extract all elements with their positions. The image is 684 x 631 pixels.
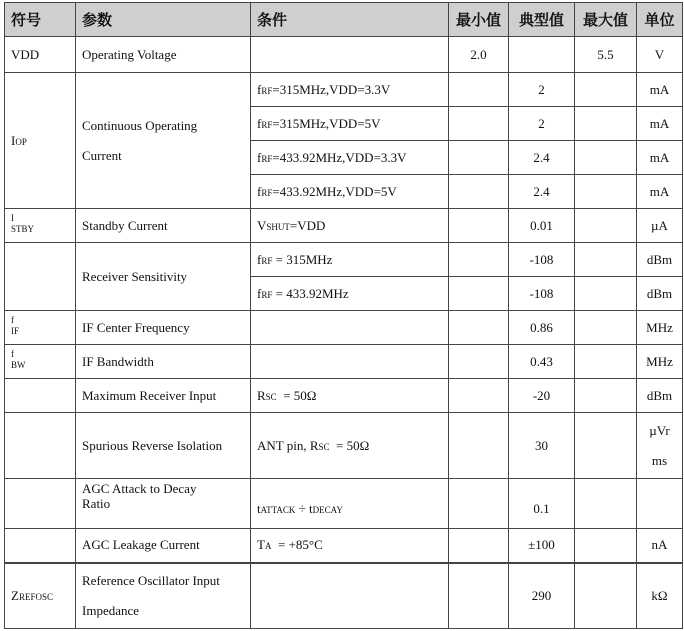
cond-text: = 50Ω xyxy=(276,387,317,403)
symbol-cell xyxy=(5,73,76,209)
cond-subscript: DECAY xyxy=(312,504,343,515)
symbol-cell xyxy=(5,413,76,479)
header-parameter: 参数 xyxy=(76,3,251,37)
typ-cell: -108 xyxy=(509,243,575,277)
cond-text: = 50Ω xyxy=(329,437,370,453)
typ-cell: 2.4 xyxy=(509,175,575,209)
cond-text: ÷ t xyxy=(295,500,313,516)
cond-symbol: f xyxy=(257,183,262,199)
max-cell xyxy=(575,413,637,479)
unit-cell: dBm xyxy=(637,277,683,311)
cond-symbol: V xyxy=(257,217,267,233)
unit-cell: mA xyxy=(637,73,683,107)
typ-cell: 2 xyxy=(509,73,575,107)
max-cell xyxy=(575,529,637,563)
min-cell xyxy=(449,379,509,413)
symbol-subscript: IF xyxy=(11,326,20,336)
header-condition: 条件 xyxy=(251,3,449,37)
symbol-cell xyxy=(5,479,76,529)
max-cell: 5.5 xyxy=(575,37,637,73)
cond-subscript: RF xyxy=(261,153,273,164)
cond-symbol: f xyxy=(257,251,262,267)
cond-symbol: f xyxy=(257,81,262,97)
unit-cell: mA xyxy=(637,107,683,141)
header-symbol: 符号 xyxy=(5,3,76,37)
table-row xyxy=(5,479,683,529)
table-row xyxy=(5,379,683,413)
cond-subscript: A xyxy=(264,541,272,552)
unit-cell: mA xyxy=(637,141,683,175)
min-cell xyxy=(449,73,509,107)
cond-subscript: RF xyxy=(261,289,273,300)
min-cell xyxy=(449,413,509,479)
cond-subscript: SC xyxy=(265,391,277,402)
min-cell xyxy=(449,345,509,379)
typ-cell: 0.86 xyxy=(509,311,575,345)
condition-cell xyxy=(251,479,449,529)
symbol-cell xyxy=(5,563,76,629)
cond-text: =315MHz,VDD=3.3V xyxy=(272,81,391,97)
typ-cell: 30 xyxy=(509,413,575,479)
min-cell xyxy=(449,107,509,141)
cond-symbol: T xyxy=(257,537,265,553)
cond-text: = 315MHz xyxy=(272,251,333,267)
symbol-cell: VDD xyxy=(5,37,76,73)
typ-cell: 290 xyxy=(509,563,575,629)
max-cell xyxy=(575,141,637,175)
parameter-cell xyxy=(76,479,251,529)
cond-subscript: RF xyxy=(261,187,273,198)
cond-subscript: RF xyxy=(261,255,273,266)
min-cell xyxy=(449,243,509,277)
typ-cell: 2.4 xyxy=(509,141,575,175)
parameter-cell: Spurious Reverse Isolation xyxy=(76,413,251,479)
condition-cell xyxy=(251,345,449,379)
condition-cell xyxy=(251,413,449,479)
min-cell: 2.0 xyxy=(449,37,509,73)
spec-table xyxy=(4,2,683,629)
max-cell xyxy=(575,379,637,413)
cond-symbol: R xyxy=(257,387,266,403)
table-row xyxy=(5,243,683,277)
max-cell xyxy=(575,311,637,345)
parameter-cell: AGC Leakage Current xyxy=(76,529,251,563)
table-row xyxy=(5,311,683,345)
condition-cell xyxy=(251,311,449,345)
symbol-main: f xyxy=(11,315,14,325)
condition-cell xyxy=(251,529,449,563)
parameter-cell: IF Bandwidth xyxy=(76,345,251,379)
unit-cell: µA xyxy=(637,209,683,243)
header-typ: 典型值 xyxy=(509,3,575,37)
min-cell xyxy=(449,141,509,175)
max-cell xyxy=(575,345,637,379)
condition-cell xyxy=(251,209,449,243)
unit-cell: kΩ xyxy=(637,563,683,629)
symbol-cell xyxy=(5,243,76,311)
parameter-cell: Maximum Receiver Input xyxy=(76,379,251,413)
condition-cell xyxy=(251,379,449,413)
parameter-line: Impedance xyxy=(82,602,140,618)
unit-cell: dBm xyxy=(637,243,683,277)
table-row xyxy=(5,73,683,107)
min-cell xyxy=(449,175,509,209)
unit-cell: mA xyxy=(637,175,683,209)
max-cell xyxy=(575,175,637,209)
parameter-line: AGC Attack to Decay xyxy=(82,481,197,496)
parameter-line: Ratio xyxy=(82,496,111,511)
max-cell xyxy=(575,243,637,277)
cond-text: = 433.92MHz xyxy=(272,285,349,301)
typ-cell: 0.01 xyxy=(509,209,575,243)
condition-cell xyxy=(251,73,449,107)
symbol-cell xyxy=(5,529,76,563)
cond-text: =433.92MHz,VDD=5V xyxy=(272,183,397,199)
header-row xyxy=(5,3,683,37)
min-cell xyxy=(449,529,509,563)
symbol-main: f xyxy=(11,349,14,359)
symbol-subscript: STBY xyxy=(11,224,35,234)
condition-cell xyxy=(251,107,449,141)
condition-cell xyxy=(251,175,449,209)
cond-text: =315MHz,VDD=5V xyxy=(272,115,381,131)
table-row xyxy=(5,37,683,73)
symbol-main: I xyxy=(11,132,16,148)
unit-cell: nA xyxy=(637,529,683,563)
unit-cell xyxy=(637,479,683,529)
cond-symbol: f xyxy=(257,149,262,165)
parameter-cell: IF Center Frequency xyxy=(76,311,251,345)
typ-cell xyxy=(509,37,575,73)
cond-symbol: f xyxy=(257,115,262,131)
max-cell xyxy=(575,209,637,243)
symbol-subscript: BW xyxy=(11,360,26,370)
typ-cell: 0.1 xyxy=(509,479,575,529)
table-row xyxy=(5,413,683,479)
typ-cell: ±100 xyxy=(509,529,575,563)
cond-subscript: RF xyxy=(261,119,273,130)
table-row xyxy=(5,345,683,379)
max-cell xyxy=(575,277,637,311)
symbol-main: I xyxy=(11,213,14,223)
table-row xyxy=(5,529,683,563)
header-max: 最大值 xyxy=(575,3,637,37)
cond-subscript: SHUT xyxy=(266,221,290,232)
typ-cell: 2 xyxy=(509,107,575,141)
min-cell xyxy=(449,311,509,345)
unit-line: µVr xyxy=(649,422,670,438)
max-cell xyxy=(575,107,637,141)
min-cell xyxy=(449,277,509,311)
cond-subscript: SC xyxy=(318,441,330,452)
unit-cell: V xyxy=(637,37,683,73)
symbol-cell xyxy=(5,379,76,413)
condition-cell xyxy=(251,141,449,175)
parameter-cell: Receiver Sensitivity xyxy=(76,243,251,311)
unit-cell: dBm xyxy=(637,379,683,413)
cond-symbol: f xyxy=(257,285,262,301)
parameter-cell xyxy=(76,563,251,629)
max-cell xyxy=(575,479,637,529)
parameter-line: Continuous Operating xyxy=(82,117,198,133)
symbol-cell xyxy=(5,345,76,379)
table-row xyxy=(5,209,683,243)
cond-subscript: RF xyxy=(261,85,273,96)
symbol-subscript: REFOSC xyxy=(18,591,53,602)
parameter-line: Current xyxy=(82,147,122,163)
max-cell xyxy=(575,73,637,107)
parameter-cell xyxy=(76,73,251,209)
table-row xyxy=(5,563,683,629)
parameter-cell: Standby Current xyxy=(76,209,251,243)
typ-cell: -20 xyxy=(509,379,575,413)
header-unit: 单位 xyxy=(637,3,683,37)
typ-cell: 0.43 xyxy=(509,345,575,379)
cond-subscript: ATTACK xyxy=(260,504,296,515)
condition-cell xyxy=(251,243,449,277)
min-cell xyxy=(449,563,509,629)
parameter-line: Reference Oscillator Input xyxy=(82,572,220,588)
cond-text: =VDD xyxy=(289,217,326,233)
unit-cell: MHz xyxy=(637,345,683,379)
min-cell xyxy=(449,479,509,529)
symbol-main: Z xyxy=(11,587,19,603)
typ-cell: -108 xyxy=(509,277,575,311)
condition-cell xyxy=(251,277,449,311)
symbol-subscript: OP xyxy=(15,136,27,147)
condition-cell xyxy=(251,563,449,629)
cond-symbol: t xyxy=(257,500,261,516)
condition-cell xyxy=(251,37,449,73)
unit-cell xyxy=(637,413,683,479)
symbol-cell xyxy=(5,311,76,345)
cond-text: =433.92MHz,VDD=3.3V xyxy=(272,149,407,165)
unit-line: ms xyxy=(651,452,668,468)
header-min: 最小值 xyxy=(449,3,509,37)
unit-cell: MHz xyxy=(637,311,683,345)
min-cell xyxy=(449,209,509,243)
parameter-cell: Operating Voltage xyxy=(76,37,251,73)
max-cell xyxy=(575,563,637,629)
cond-text: ANT pin, R xyxy=(257,437,319,453)
symbol-cell xyxy=(5,209,76,243)
cond-text: = +85°C xyxy=(271,537,323,553)
